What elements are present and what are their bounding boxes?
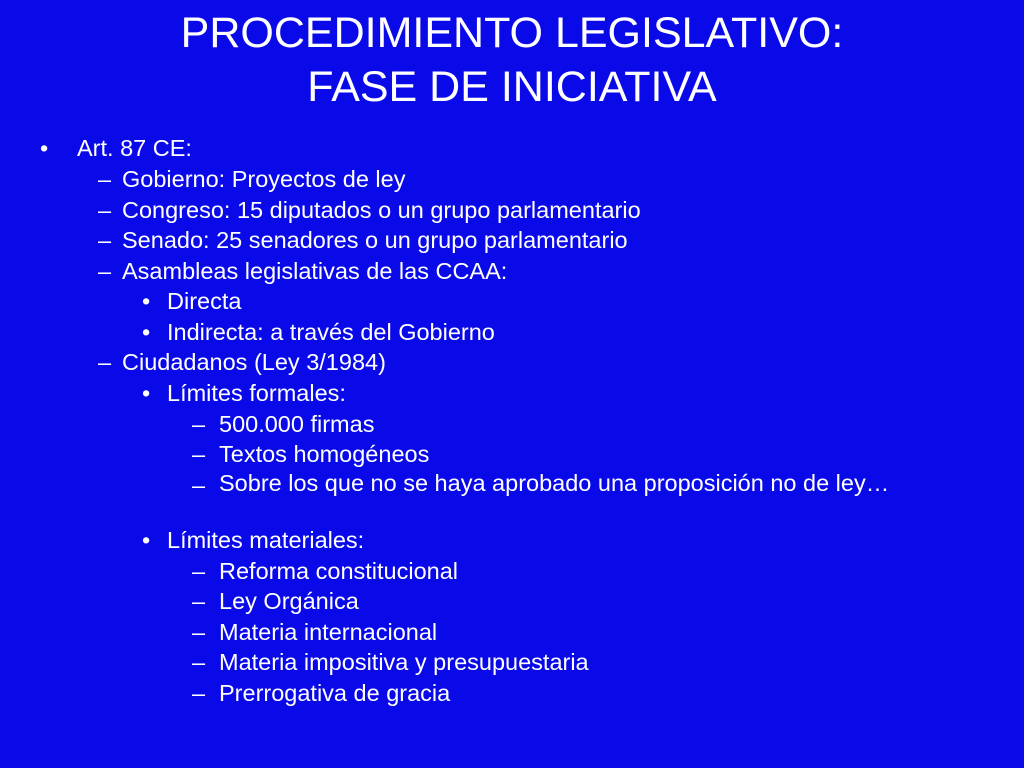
list-item-text: Sobre los que no se haya aprobado una proposición no de ley…	[219, 470, 890, 496]
list-item-text: Límites formales:	[167, 380, 346, 406]
dash-marker: –	[192, 619, 206, 645]
dash-marker: –	[192, 588, 206, 614]
dash-marker: –	[98, 166, 112, 192]
dash-marker: –	[192, 680, 206, 706]
dash-marker: –	[192, 441, 206, 467]
bullet-marker: •	[142, 288, 151, 314]
bullet-marker: •	[142, 319, 151, 345]
bullet-marker: •	[142, 527, 151, 553]
dash-marker: –	[192, 411, 206, 437]
bullet-marker: •	[40, 135, 49, 161]
list-item-text: Gobierno: Proyectos de ley	[122, 166, 406, 192]
list-item-text: 500.000 firmas	[219, 411, 375, 437]
title-line-2: FASE DE INICIATIVA	[307, 63, 717, 111]
list-item-text: Reforma constitucional	[219, 558, 459, 584]
list-item-text: Límites materiales:	[167, 527, 365, 553]
list-item-text: Congreso: 15 diputados o un grupo parlamentario	[122, 197, 641, 223]
list-item-text: Materia impositiva y presupuestaria	[219, 649, 589, 675]
dash-marker: –	[98, 349, 112, 375]
bullet-marker: •	[142, 380, 151, 406]
list-item-text: Ley Orgánica	[219, 588, 359, 614]
dash-marker: –	[98, 197, 112, 223]
dash-marker: –	[192, 472, 206, 498]
title-line-1: PROCEDIMIENTO LEGISLATIVO:	[180, 9, 844, 57]
list-item-text: Senado: 25 senadores o un grupo parlamentario	[122, 227, 628, 253]
list-item-text: Directa	[167, 288, 242, 314]
list-item-text: Ciudadanos (Ley 3/1984)	[122, 349, 386, 375]
dash-marker: –	[98, 227, 112, 253]
list-item-text: Asambleas legislativas de las CCAA:	[122, 258, 508, 284]
list-item-text: Materia internacional	[219, 619, 438, 645]
slide-title	[0, 6, 1024, 114]
list-item-text: Indirecta: a través del Gobierno	[167, 319, 495, 345]
list-item-text: Prerrogativa de gracia	[219, 680, 451, 706]
list-item-text: Textos homogéneos	[219, 441, 430, 467]
dash-marker: –	[98, 258, 112, 284]
dash-marker: –	[192, 558, 206, 584]
dash-marker: –	[192, 649, 206, 675]
list-item-text: Art. 87 CE:	[77, 135, 192, 161]
